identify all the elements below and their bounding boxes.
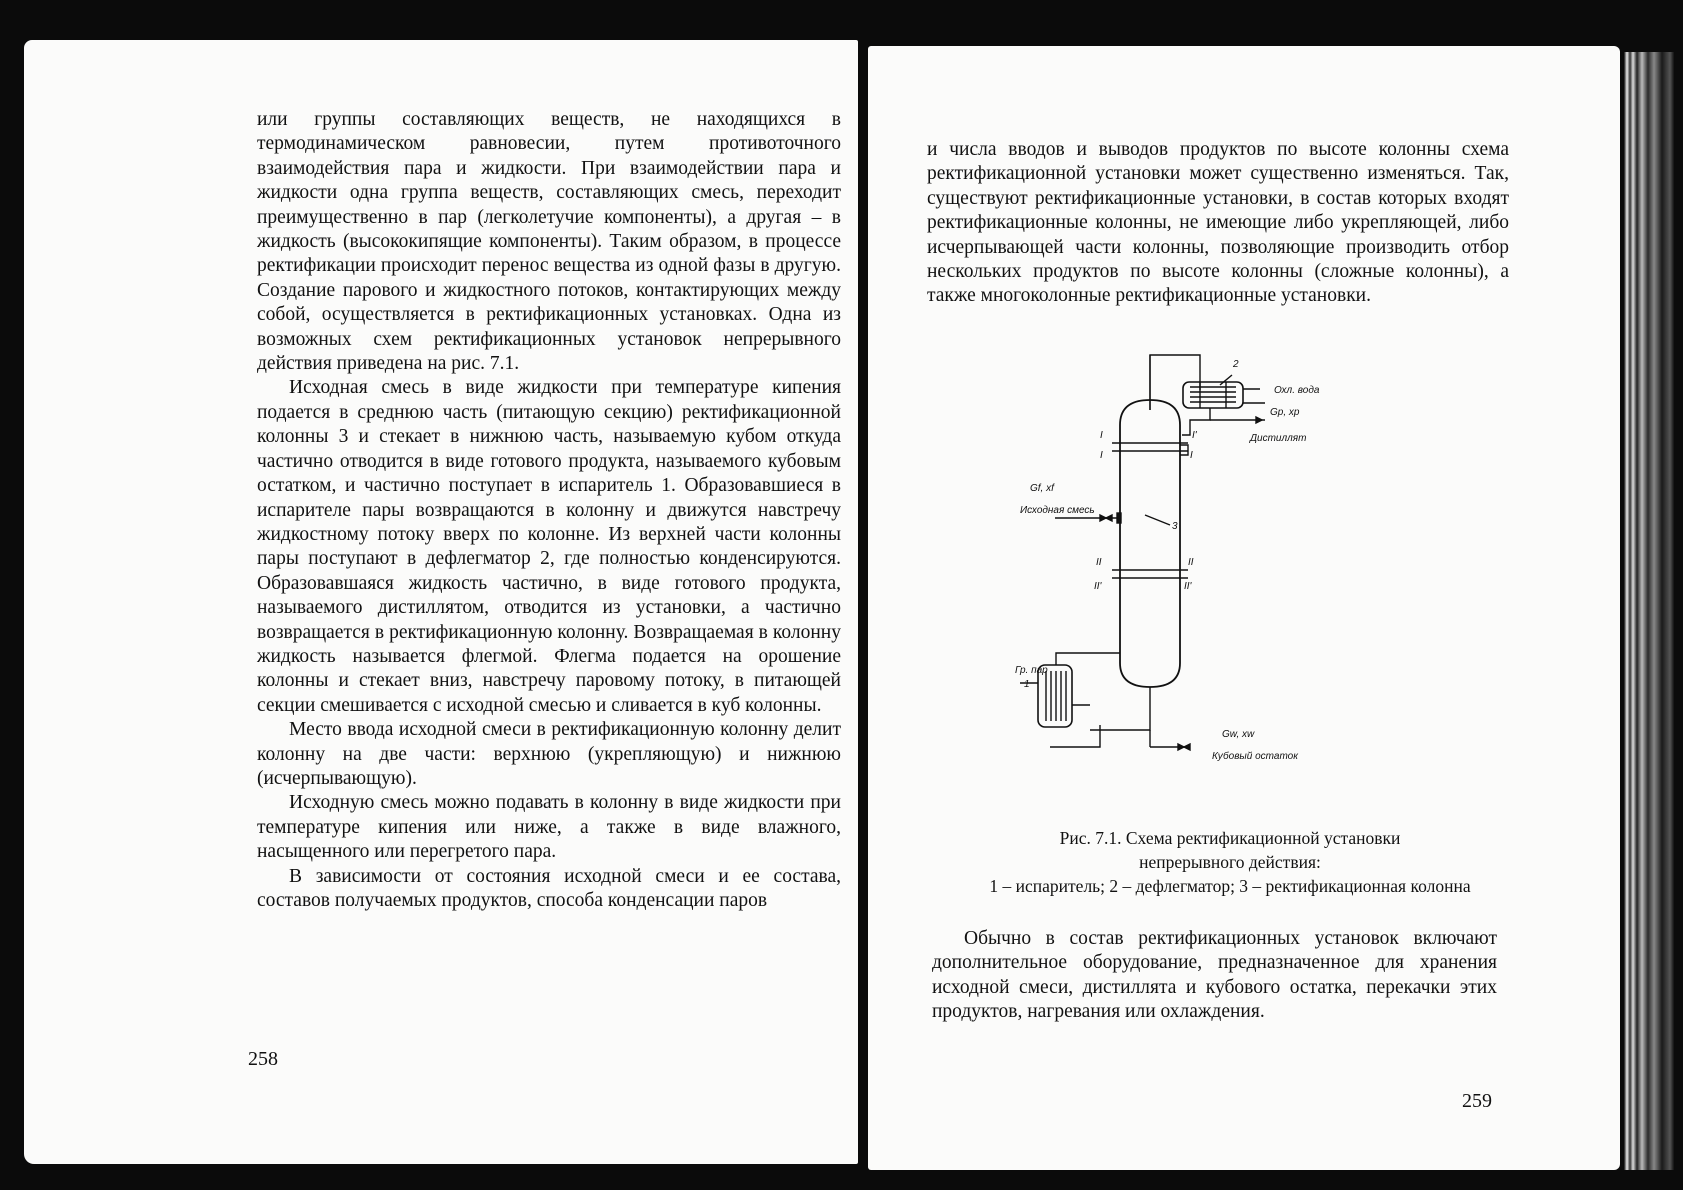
- fig-label-II-prime-left: II': [1094, 581, 1102, 592]
- left-page-number: 258: [248, 1048, 278, 1070]
- fig-label-I-left-low: I: [1100, 450, 1103, 461]
- right-top-paragraph: [927, 138, 1509, 309]
- right-paragraph-1: и числа вводов и выводов продуктов по высоте колонны схема ректификационной установки может существенно изменяться. Так, существуют ректификационные установки, в состав которых входят ректификационные колонны, не имеющие либо укрепляющей, либо исчерпывающей части колонны, позволяющие производить отбор нескольких продуктов по высоте колонны (сложные колонны), а также многоколонные ректификационные установки.: [927, 139, 1509, 307]
- caption-title: Рис. 7.1. Схема ректификационной установки: [1059, 828, 1401, 848]
- fig-label-bottoms: Кубовый остаток: [1212, 751, 1298, 762]
- fig-label-feed: Исходная смесь: [1020, 505, 1095, 516]
- fig-label-I-right: I: [1190, 450, 1193, 461]
- condenser-icon: [1183, 382, 1243, 408]
- figure-caption: [930, 826, 1530, 898]
- right-bottom-paragraph: [932, 927, 1497, 1025]
- left-paragraph-3: Место ввода исходной смеси в ректификационную колонну делит колонну на две части: верхнюю (укрепляющую) и нижнюю (исчерпывающую).: [257, 719, 841, 789]
- fig-label-3: 3: [1172, 521, 1178, 532]
- fig-label-gr-par: Гр. пар: [1015, 665, 1048, 676]
- left-paragraph-1: или группы составляющих веществ, не находящихся в термодинамическом равновесии, путем противоточного взаимодействия пара и жидкости. При взаимодействии пара и жидкости одна группа веществ, составляющих смесь, переходит преимущественно в пар (легколетучие компоненты), а другая – в жидкость (высококипящие компоненты). Таким образом, в процессе ректификации происходит перенос вещества из одной фазы в другую. Создание парового и жидкостного потоков, контактирующих между собой, осуществляется в ректификационных установках. Одна из возможных схем ректификационных установок непрерывного действия приведена на рис. 7.1.: [257, 109, 841, 375]
- distillation-diagram: [1015, 359, 1360, 803]
- fig-label-II-left: II: [1096, 557, 1102, 568]
- book-page-edges: [1624, 52, 1674, 1170]
- fig-label-I-left: I: [1100, 430, 1103, 441]
- right-page-number: 259: [1462, 1090, 1492, 1112]
- right-paragraph-2: Обычно в состав ректификационных установок включают дополнительное оборудование, предназначенное для хранения исходной смеси, дистиллята и кубового остатка, перекачки этих продуктов, нагревания или охлаждения.: [932, 928, 1497, 1023]
- fig-label-II-right: II: [1188, 557, 1194, 568]
- caption-subtitle: непрерывного действия:: [1139, 852, 1321, 872]
- fig-label-2: 2: [1233, 359, 1239, 370]
- fig-label-gf-xf: Gf, xf: [1030, 483, 1054, 494]
- fig-label-II-prime-right: II': [1184, 581, 1192, 592]
- left-paragraph-2: Исходная смесь в виде жидкости при температуре кипения подается в среднюю часть (питающую секцию) ректификационной колонны 3 и стекает в нижнюю часть, называемую кубом откуда частично отводится в виде готового продукта, называемого кубовым остатком, и частично поступает в испаритель 1. Образовавшиеся в испарителе пары возвращаются в колонну и движутся навстречу жидкостному потоку вверх по колонне. Из верхней части колонны пары поступают в дефлегматор 2, где полностью конденсируются. Образовавшаяся жидкость частично, в виде готового продукта, называемого дистиллятом, отводится из установки, а частично возвращается в ректификационную колонну. Возвращаемая в колонну жидкость называется флегмой. Флегма подается на орошение колонны и стекает вниз, навстречу паровому потоку, в питающей секции смешивается с исходной смесью и сливается в куб колонны.: [257, 377, 841, 716]
- fig-label-cooling-water: Охл. вода: [1274, 385, 1320, 396]
- left-paragraph-4: Исходную смесь можно подавать в колонну в виде жидкости при температуре кипения или ниже, а также в виде влажного, насыщенного или перегретого пара.: [257, 792, 841, 863]
- fig-label-gp-xp: Gp, xp: [1270, 407, 1300, 418]
- fig-label-gw-xw: Gw, xw: [1222, 729, 1255, 740]
- caption-legend: 1 – испаритель; 2 – дефлегматор; 3 – ректификационная колонна: [989, 876, 1471, 896]
- fig-label-distillate: Дистиллят: [1250, 433, 1307, 444]
- fig-label-1: 1: [1024, 679, 1030, 690]
- left-page-text: [257, 108, 841, 913]
- fig-label-I-prime: I': [1192, 430, 1197, 441]
- left-paragraph-5: В зависимости от состояния исходной смеси и ее состава, составов получаемых продуктов, способа конденсации паров: [257, 865, 841, 911]
